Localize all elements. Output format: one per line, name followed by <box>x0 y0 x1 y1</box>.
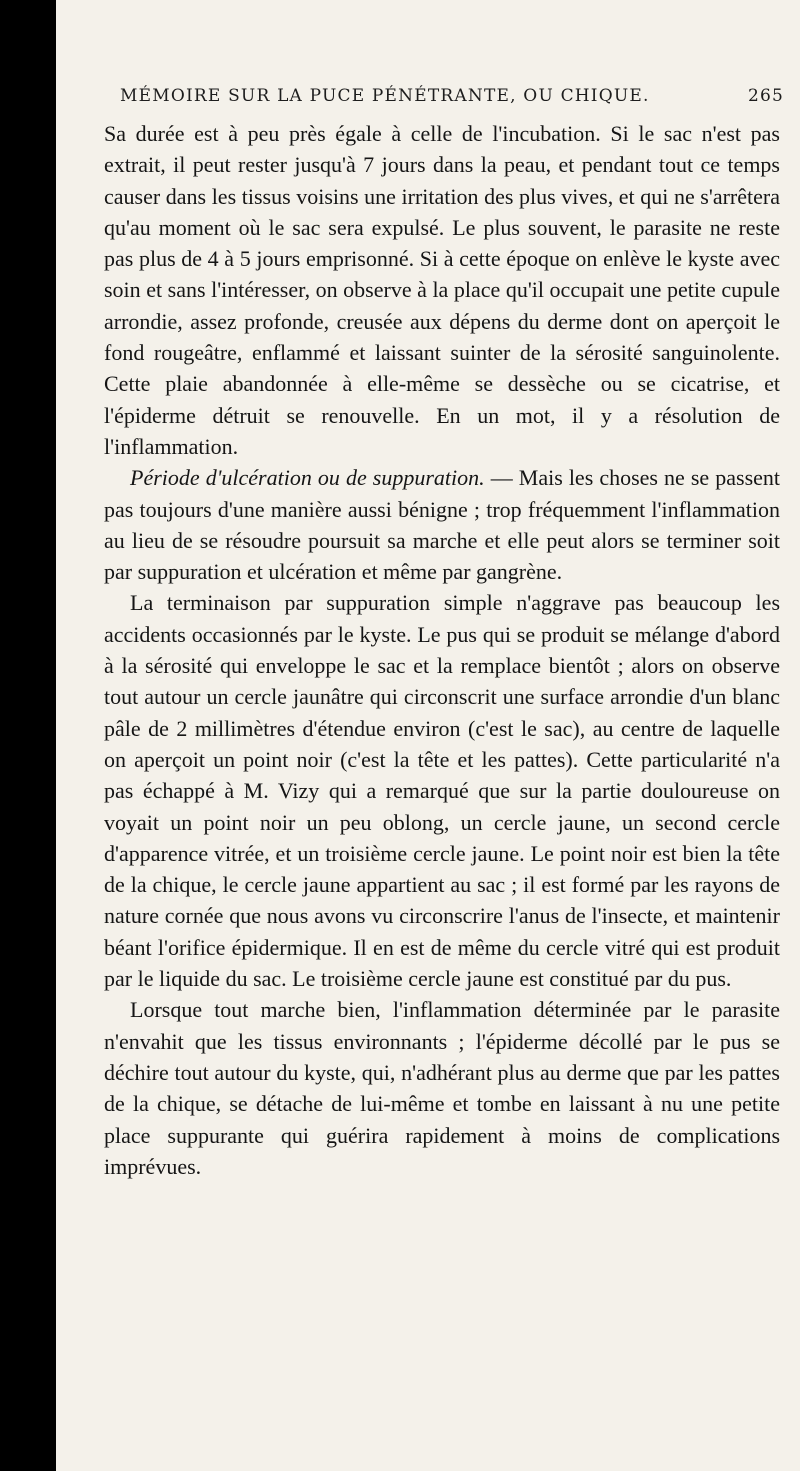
paragraph-4: Lorsque tout marche bien, l'inflammation déterminée par le parasite n'envahit que les tissus environnants ; l'épiderme décollé par le pus se déchire tout autour du kyste, qui, n'adhérant plus au derme que par les pattes de la chique, se détache de lui-même et tombe en laissant à nu une petite place suppurante qui guérira rapidement à moins de complications imprévues. <box>104 997 780 1179</box>
paragraph-3: La terminaison par suppuration simple n'aggrave pas beaucoup les accidents occasionnés par le kyste. Le pus qui se produit se mélange d'abord à la sérosité qui enveloppe le sac et la remplace bientôt ; alors on observe tout autour un cercle jaunâtre qui circonscrit une surface arrondie d'un blanc pâle de 2 millimètres d'étendue environ (c'est le sac), au centre de laquelle on aperçoit un point noir (c'est la tête et les pattes). Cette particularité n'a pas échappé à M. Vizy qui a remarqué que sur la partie douloureuse on voyait un point noir un peu oblong, un cercle jaune, un second cercle d'apparence vitrée, et un troisième cercle jaune. Le point noir est bien la tête de la chique, le cercle jaune appartient au sac ; il est formé par les rayons de nature cornée que nous avons vu circonscrire l'anus de l'insecte, et maintenir béant l'orifice épidermique. Il en est de même du cercle vitré qui est produit par le liquide du sac. Le troisième cercle jaune est constitué par du pus. <box>104 590 780 992</box>
paragraph-2 <box>104 462 780 587</box>
book-page <box>56 0 800 1471</box>
section-title: Période d'ulcération ou de suppuration. <box>130 465 485 491</box>
paragraph-1: Sa durée est à peu près égale à celle de l'incubation. Si le sac n'est pas extrait, il peut rester jusqu'à 7 jours dans la peau, et pendant tout ce temps causer dans les tissus voisins une irritation des plus vives, et qui ne s'arrêtera qu'au moment où le sac sera expulsé. Le plus souvent, le parasite ne reste pas plus de 4 à 5 jours emprisonné. Si à cette époque on enlève le kyste avec soin et sans l'intéresser, on observe à la place qu'il occupait une petite cupule arrondie, assez profonde, creusée aux dépens du derme dont on aperçoit le fond rougeâtre, enflammé et laissant suinter de la sérosité sanguinolente. Cette plaie abandonnée à elle-même se dessèche ou se cicatrise, et l'épiderme détruit se renouvelle. En un mot, il y a résolution de l'inflammation. <box>104 121 780 459</box>
paragraph-2-text: — Mais les choses ne se passent pas toujours d'une manière aussi bénigne ; trop fréquemment l'inflammation au lieu de se résoudre poursuit sa marche et elle peut alors se terminer soit par suppuration et ulcération et même par gangrène. <box>104 465 781 585</box>
body-text <box>104 118 780 1182</box>
running-title: MÉMOIRE SUR LA PUCE PÉNÉTRANTE, OU CHIQUE. <box>120 86 650 106</box>
page-number: 265 <box>747 86 784 106</box>
